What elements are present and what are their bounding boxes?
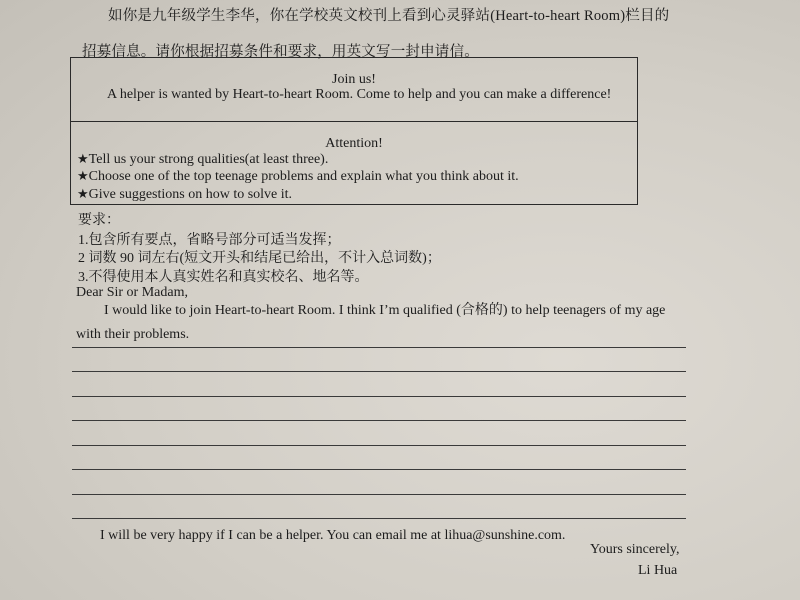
letter-closing: I will be very happy if I can be a helper. You can email me at lihua@sunshine.com.: [100, 528, 566, 543]
attention-item: [77, 168, 519, 185]
letter-signature: Li Hua: [638, 563, 678, 578]
attention-title: Attention!: [325, 136, 383, 151]
star-icon: ★: [77, 168, 89, 183]
recruitment-notice-box: [70, 57, 638, 205]
attention-item: [77, 186, 292, 203]
writing-line: [72, 445, 686, 446]
requirement-item: 3.不得使用本人真实姓名和真实校名、地名等。: [78, 270, 369, 285]
requirement-item: 1.包含所有要点，省略号部分可适当发挥；: [78, 233, 341, 248]
writing-line: [72, 494, 686, 495]
writing-line: [72, 396, 686, 397]
writing-line: [72, 347, 686, 348]
writing-line: [72, 371, 686, 372]
intro-line-2: 招募信息。请你根据招募条件和要求，用英文写一封申请信。: [82, 44, 479, 60]
writing-line: [72, 469, 686, 470]
intro-line-1: 如你是九年级学生李华，你在学校英文校刊上看到心灵驿站(Heart-to-heart Room)栏目的: [108, 8, 670, 24]
attention-item: [77, 151, 328, 168]
notice-divider: [71, 121, 637, 122]
writing-line: [72, 420, 686, 421]
requirements-heading: 要求：: [78, 213, 120, 228]
star-icon: ★: [77, 151, 89, 166]
requirement-item: 2 词数 90 词左右(短文开头和结尾已给出，不计入总词数)；: [78, 251, 441, 266]
letter-signoff: Yours sincerely,: [590, 542, 680, 557]
join-title: Join us!: [332, 72, 376, 87]
attention-item-text: Tell us your strong qualities(at least three).: [88, 152, 329, 167]
attention-item-text: Choose one of the top teenage problems and explain what you think about it.: [88, 169, 519, 184]
letter-opening: I would like to join Heart-to-heart Room. I think I’m qualified (合格的) to help teenagers of my age with their problems.: [76, 303, 666, 342]
letter-salutation: Dear Sir or Madam,: [76, 285, 188, 300]
writing-line: [72, 518, 686, 519]
attention-item-text: Give suggestions on how to solve it.: [88, 187, 293, 202]
star-icon: ★: [77, 186, 89, 201]
join-body: A helper is wanted by Heart-to-heart Room. Come to help and you can make a difference!: [107, 87, 612, 102]
